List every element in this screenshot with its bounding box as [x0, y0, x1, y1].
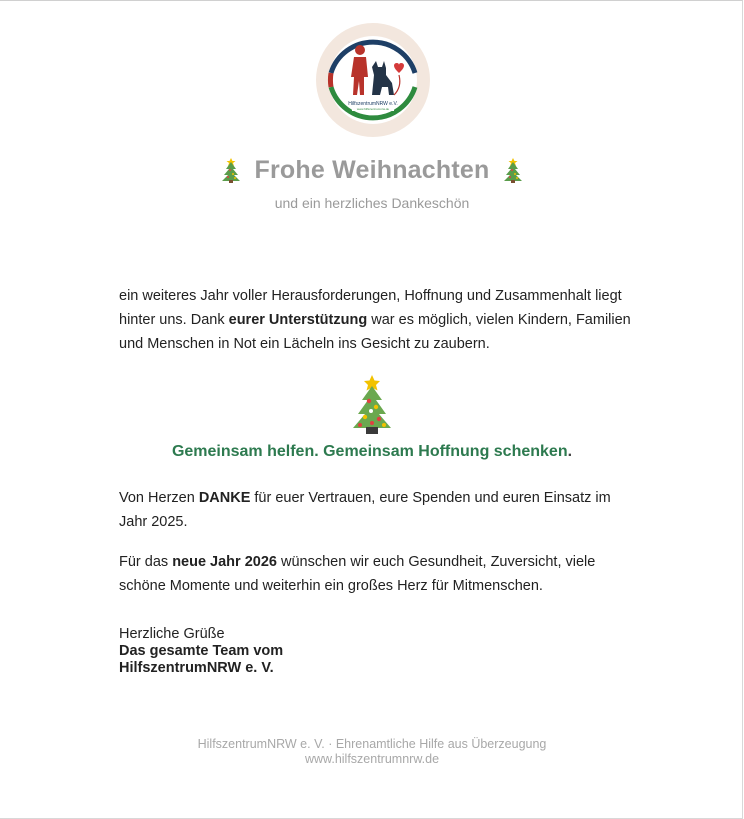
christmas-tree-icon — [351, 374, 393, 436]
intro-text-bold: eurer Unterstützung — [228, 312, 368, 328]
slogan-text: Gemeinsam helfen. Gemeinsam Hoffnung schenken — [171, 443, 568, 460]
footer-tagline: HilfszentrumNRW e. V. · Ehrenamtliche Hilfe aus Überzeugung — [197, 737, 547, 751]
greeting-line: Herzliche Grüße — [119, 626, 225, 642]
intro-text-2: war es möglich, vielen Kindern, Familien und Menschen in Not ein Lächeln ins Gesicht zu zaubern. — [119, 312, 631, 352]
footer — [0, 737, 744, 767]
slogan — [0, 443, 744, 461]
signature-block — [119, 626, 283, 677]
thanks-text-1: Von Herzen — [119, 490, 199, 506]
logo-text-line1: HilfszentrumNRW e.V. — [348, 101, 398, 107]
header-title-row — [0, 150, 744, 190]
intro-text-1: ein weiteres Jahr voller Herausforderungen, Hoffnung und Zusammenhalt liegt hinter uns. Dank — [119, 288, 622, 328]
christmas-tree-icon — [221, 156, 241, 184]
footer-website-link[interactable]: www.hilfszentrumnrw.de — [304, 752, 440, 766]
slogan-period: . — [567, 443, 573, 460]
new-year-text-1: Für das — [119, 554, 173, 570]
organization-name: HilfszentrumNRW e. V. — [119, 660, 274, 676]
logo-graphic — [316, 23, 430, 137]
intro-paragraph — [119, 284, 639, 356]
logo-text-line2: www.hilfszentrumnrw.de — [356, 107, 390, 111]
new-year-text-2: wünschen wir euch Gesundheit, Zuversicht, viele schöne Momente und weiterhin ein großes Herz für Mitmenschen. — [119, 554, 596, 594]
page-title: Frohe Weihnachten — [254, 155, 490, 184]
new-year-paragraph — [119, 550, 639, 598]
thanks-paragraph — [119, 486, 639, 534]
new-year-text-bold: neue Jahr 2026 — [172, 554, 277, 570]
team-line: Das gesamte Team vom — [119, 643, 284, 659]
christmas-tree-icon — [503, 156, 523, 184]
page-subtitle: und ein herzliches Dankeschön — [274, 195, 470, 211]
organization-logo — [316, 23, 430, 137]
thanks-text-2: für euer Vertrauen, eure Spenden und euren Einsatz im Jahr 2025. — [119, 490, 611, 530]
thanks-text-bold: DANKE — [198, 490, 251, 506]
